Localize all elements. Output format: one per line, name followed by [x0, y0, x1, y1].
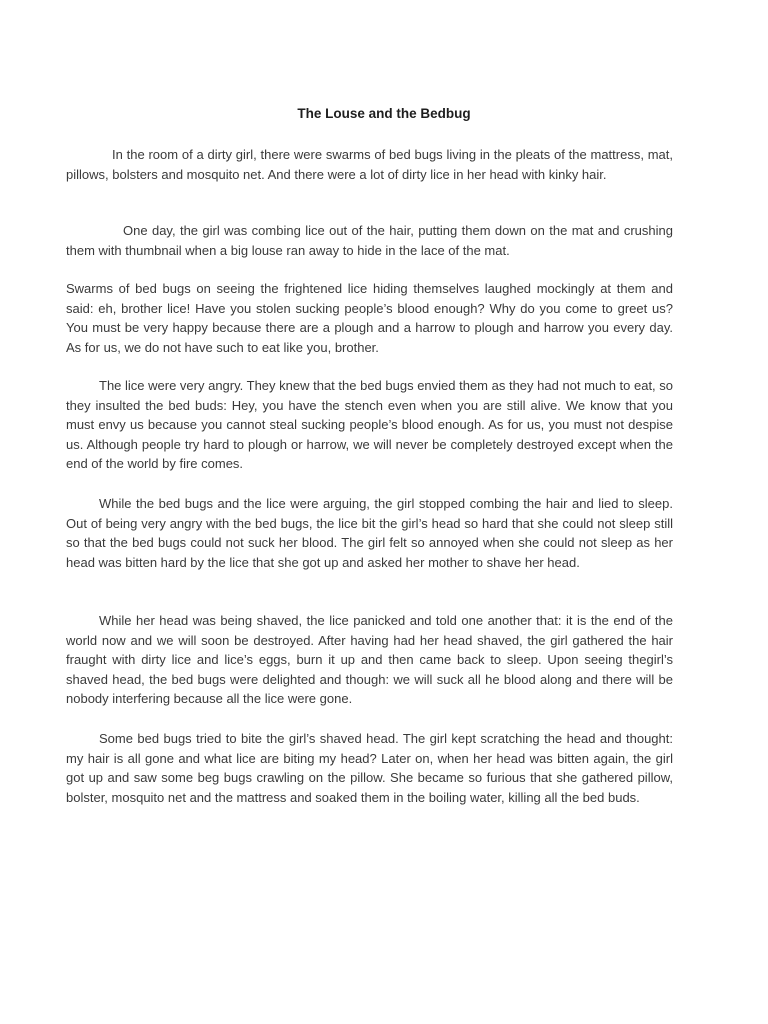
story-paragraph-7: Some bed bugs tried to bite the girl’s shaved head. The girl kept scratching the head and thought: my hair is all gone and what lice are biting my head? Later on, when her head was bitten again, the girl got up and saw some beg bugs crawling on the pillow. She became so furious that she gathered pillow, bolster, mosquito net and the mattress and soaked them in the boiling water, killing all the bed buds.	[66, 731, 673, 805]
story-paragraph-5: While the bed bugs and the lice were arguing, the girl stopped combing the hair and lied to sleep. Out of being very angry with the bed bugs, the lice bit the girl’s head so hard that she could not sleep still so that the bed bugs could not suck her blood. The girl felt so annoyed when she could not sleep as her head was bitten hard by the lice that she got up and asked her mother to shave her head.	[66, 496, 673, 570]
story-paragraph-6: While her head was being shaved, the lice panicked and told one another that: it is the end of the world now and we will soon be destroyed. After having had her head shaved, the girl gathered the hair fraught with dirty lice and lice’s eggs, burn it up and then came back to sleep. Upon seeing thegirl’s shaved head, the bed bugs were delighted and though: we will suck all he blood along and there will be nobody interfering because all the lice were gone.	[66, 613, 673, 706]
story-paragraph-4: The lice were very angry. They knew that the bed bugs envied them as they had not much to eat, so they insulted the bed buds: Hey, you have the stench even when you are still alive. We know that you must envy us because you cannot steal sucking people’s blood enough. As for us, you must not despise us. Although people try hard to plough or harrow, we will never be completely destroyed except when the end of the world by fire comes.	[66, 378, 674, 471]
story-paragraph-3: Swarms of bed bugs on seeing the frightened lice hiding themselves laughed mockingly at them and said: eh, brother lice! Have you stolen sucking people’s blood enough? Why do you come to greet us? You must be very happy because there are a plough and a harrow to plough and harrow you every day. As for us, we do not have such to eat like you, brother.	[66, 281, 673, 355]
story-paragraph-2: One day, the girl was combing lice out of the hair, putting them down on the mat and crushing them with thumbnail when a big louse ran away to hide in the lace of the mat.	[66, 223, 673, 258]
document-title: The Louse and the Bedbug	[297, 106, 471, 121]
story-paragraph-1: In the room of a dirty girl, there were swarms of bed bugs living in the pleats of the mattress, mat, pillows, bolsters and mosquito net. And there were a lot of dirty lice in her head with kinky hair.	[66, 147, 673, 182]
